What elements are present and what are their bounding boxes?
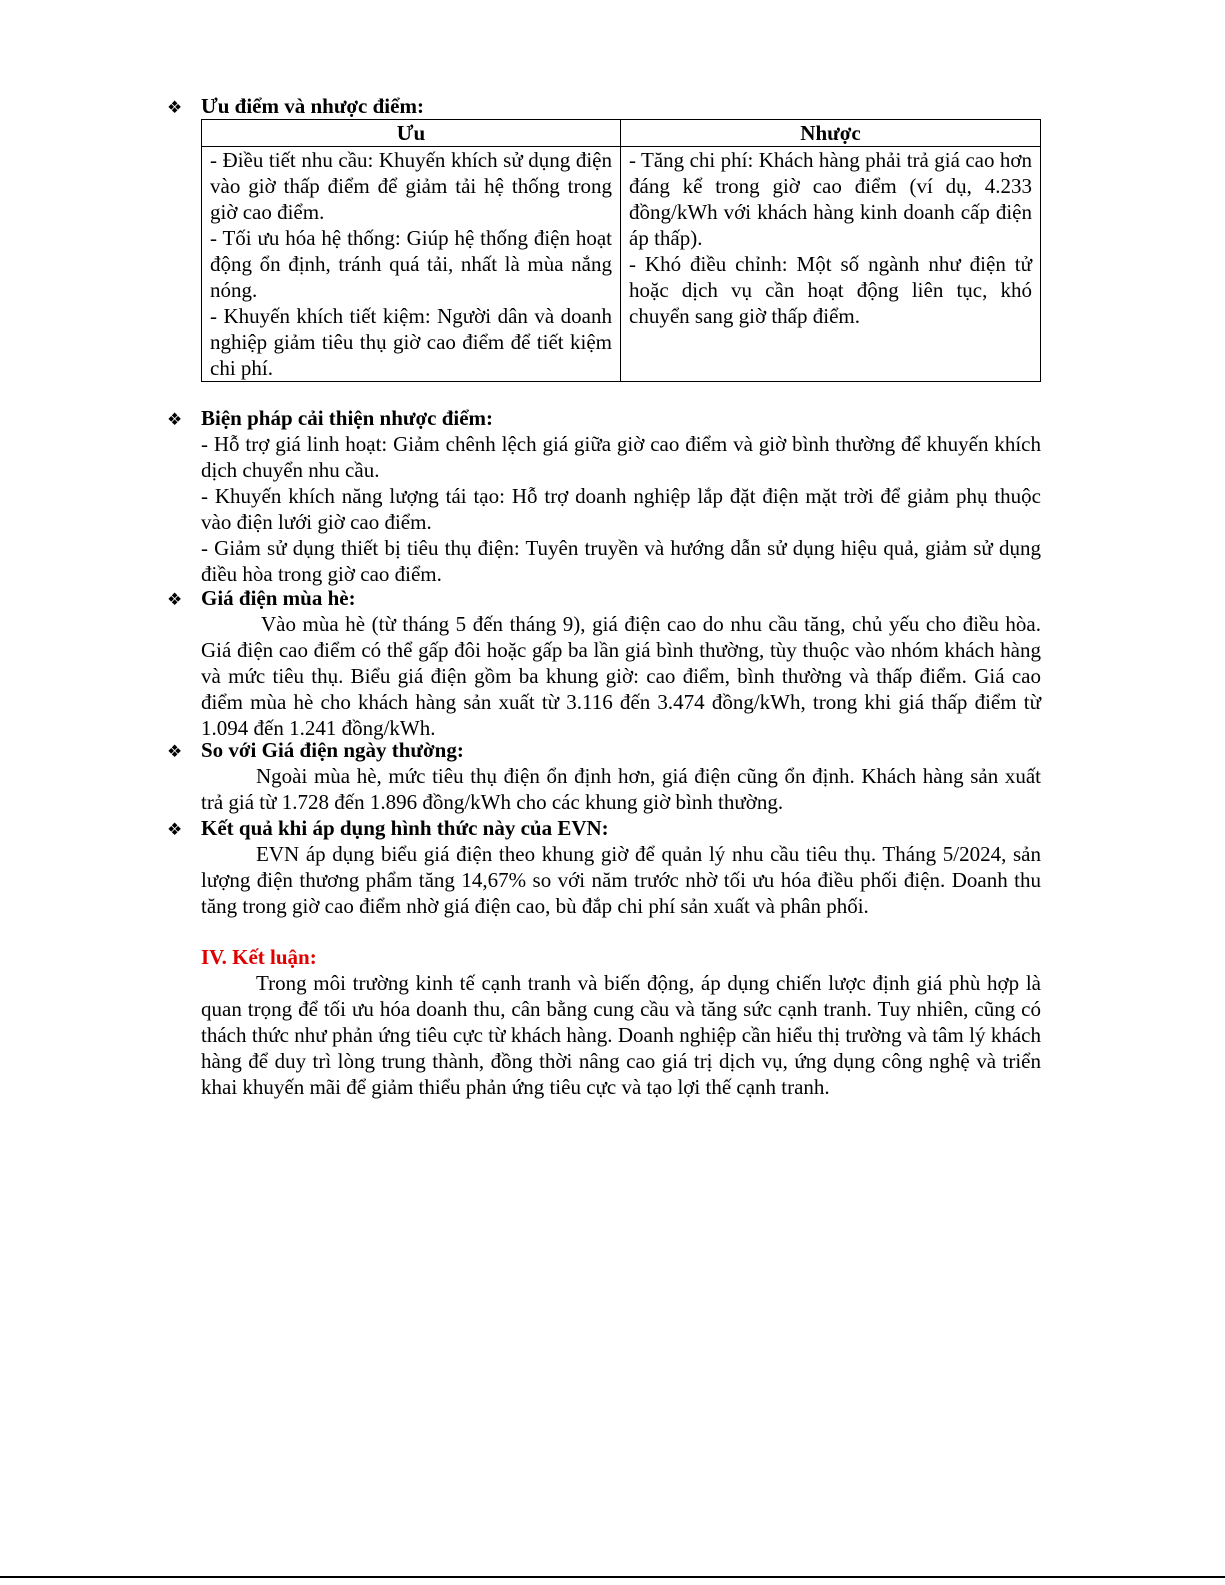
diamond-bullet-icon: ❖ bbox=[167, 742, 183, 761]
pros-item: - Khuyến khích tiết kiệm: Người dân và doanh nghiệp giảm tiêu thụ giờ cao điểm để tiết kiệm chi phí. bbox=[210, 304, 612, 380]
pros-cons-table bbox=[201, 119, 1041, 382]
evn-results-paragraph bbox=[201, 841, 1041, 919]
section-heading-summer-price bbox=[167, 585, 356, 613]
section-heading-normal-price bbox=[167, 737, 464, 765]
diamond-bullet-icon: ❖ bbox=[167, 410, 183, 429]
pros-item: - Điều tiết nhu cầu: Khuyến khích sử dụng điện vào giờ thấp điểm để giảm tải hệ thống trong giờ cao điểm. bbox=[210, 148, 612, 224]
section-heading-pros-cons bbox=[167, 93, 424, 121]
section-heading-text: Giá điện mùa hè: bbox=[201, 586, 356, 610]
list-item: - Giảm sử dụng thiết bị tiêu thụ điện: Tuyên truyền và hướng dẫn sử dụng hiệu quả, giảm sử dụng điều hòa trong giờ cao điểm. bbox=[201, 536, 1041, 586]
cons-item: - Tăng chi phí: Khách hàng phải trả giá cao hơn đáng kể trong giờ cao điểm (ví dụ, 4.233 đồng/kWh với khách hàng kinh doanh cấp điện áp thấp). bbox=[629, 148, 1032, 250]
paragraph-text: Vào mùa hè (từ tháng 5 đến tháng 9), giá điện cao do nhu cầu tăng, chủ yếu cho điều hòa. Giá điện cao điểm có thể gấp đôi hoặc gấp ba lần giá bình thường, tùy thuộc vào nhóm khách hàng và mức tiêu thụ. Biểu giá điện gồm ba khung giờ: cao điểm, bình thường và thấp điểm. Giá cao điểm mùa hè cho khách hàng sản xuất từ 3.116 đến 3.474 đồng/kWh, trong khi giá thấp điểm từ 1.094 đến 1.241 đồng/kWh. bbox=[201, 612, 1041, 740]
page-bottom-divider bbox=[0, 1576, 1225, 1578]
cons-item: - Khó điều chỉnh: Một số ngành như điện tử hoặc dịch vụ cần hoạt động liên tục, khó chuyển sang giờ thấp điểm. bbox=[629, 252, 1032, 328]
cons-cell bbox=[621, 147, 1041, 382]
section-heading-text: So với Giá điện ngày thường: bbox=[201, 738, 464, 762]
table-row bbox=[202, 147, 1041, 382]
paragraph-text: Ngoài mùa hè, mức tiêu thụ điện ổn định hơn, giá điện cũng ổn định. Khách hàng sản xuất trả giá từ 1.728 đến 1.896 đồng/kWh cho các khung giờ bình thường. bbox=[201, 764, 1041, 814]
section-heading-improvements bbox=[167, 405, 493, 433]
section-heading-evn-results bbox=[167, 815, 609, 843]
paragraph-text: Trong môi trường kinh tế cạnh tranh và biến động, áp dụng chiến lược định giá phù hợp là quan trọng để tối ưu hóa doanh thu, cân bằng cung cầu và tăng sức cạnh tranh. Tuy nhiên, cũng có thách thức như phản ứng tiêu cực từ khách hàng. Doanh nghiệp cần hiểu thị trường và tâm lý khách hàng để duy trì lòng trung thành, đồng thời nâng cao giá trị dịch vụ, ứng dụng công nghệ và triển khai khuyến mãi để giảm thiểu phản ứng tiêu cực và tạo lợi thế cạnh tranh. bbox=[201, 971, 1041, 1099]
section-heading-text: Kết quả khi áp dụng hình thức này của EVN: bbox=[201, 816, 609, 840]
table-header-cons: Nhược bbox=[621, 120, 1041, 147]
pros-cell bbox=[202, 147, 621, 382]
paragraph-text: EVN áp dụng biểu giá điện theo khung giờ để quản lý nhu cầu tiêu thụ. Tháng 5/2024, sản lượng điện thương phẩm tăng 14,67% so với năm trước nhờ tối ưu hóa điều phối điện. Doanh thu tăng trong giờ cao điểm nhờ giá điện cao, bù đắp chi phí sản xuất và phân phối. bbox=[201, 842, 1041, 918]
conclusion-heading: IV. Kết luận: bbox=[201, 945, 317, 969]
table-header-row bbox=[202, 120, 1041, 147]
diamond-bullet-icon: ❖ bbox=[167, 820, 183, 839]
normal-price-paragraph bbox=[201, 763, 1041, 815]
pros-item: - Tối ưu hóa hệ thống: Giúp hệ thống điện hoạt động ổn định, tránh quá tải, nhất là mùa nắng nóng. bbox=[210, 226, 612, 302]
conclusion-paragraph bbox=[201, 970, 1041, 1100]
section-heading-text: Ưu điểm và nhược điểm: bbox=[201, 94, 424, 118]
table-header-pros: Ưu bbox=[202, 120, 621, 147]
diamond-bullet-icon: ❖ bbox=[167, 590, 183, 609]
diamond-bullet-icon: ❖ bbox=[167, 98, 183, 117]
list-item: - Khuyến khích năng lượng tái tạo: Hỗ trợ doanh nghiệp lắp đặt điện mặt trời để giảm phụ thuộc vào điện lưới giờ cao điểm. bbox=[201, 484, 1041, 534]
section-heading-text: Biện pháp cải thiện nhược điểm: bbox=[201, 406, 494, 430]
improvements-list bbox=[201, 431, 1041, 587]
list-item: - Hỗ trợ giá linh hoạt: Giảm chênh lệch giá giữa giờ cao điểm và giờ bình thường để khuyến khích dịch chuyển nhu cầu. bbox=[201, 432, 1041, 482]
summer-price-paragraph bbox=[201, 611, 1041, 741]
